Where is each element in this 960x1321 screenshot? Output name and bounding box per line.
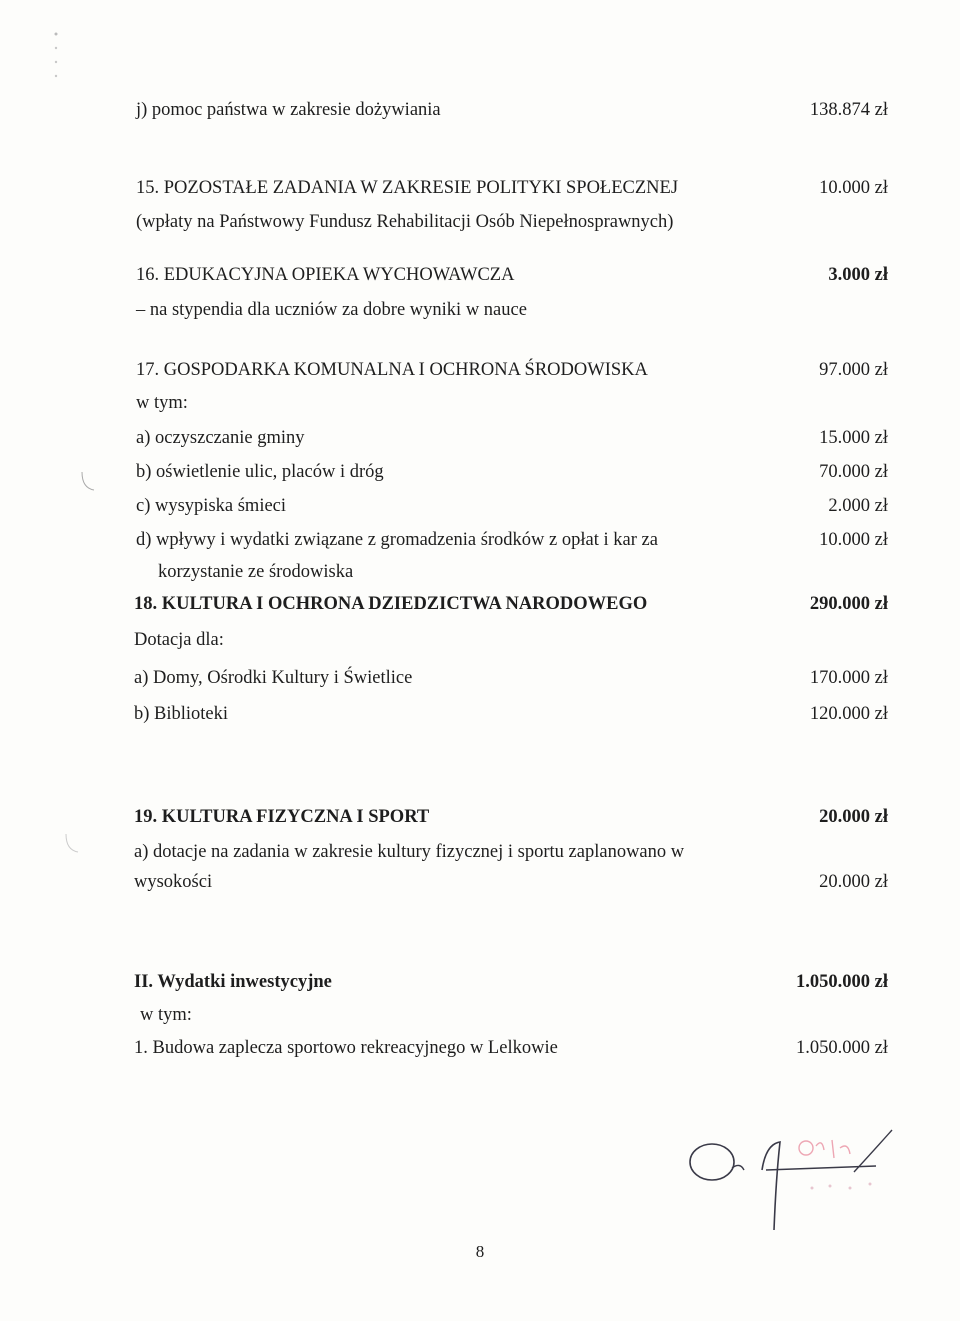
budget-row (0, 298, 960, 322)
section-amount: 290.000 zł (809, 594, 888, 614)
section-heading-row (0, 970, 960, 994)
budget-row (0, 702, 960, 726)
section-title: 15. POZOSTAŁE ZADANIA W ZAKRESIE POLITYKI SPOŁECZNEJ (136, 178, 679, 198)
budget-row (0, 560, 960, 584)
budget-row (0, 391, 960, 415)
row-label: a) Domy, Ośrodki Kultury i Świetlice (134, 668, 413, 688)
section-heading-row (0, 805, 960, 829)
section-amount: 3.000 zł (828, 265, 888, 285)
handwritten-signature (680, 1118, 910, 1258)
row-label: c) wysypiska śmieci (136, 496, 287, 516)
budget-row (0, 98, 960, 122)
section-amount: 20.000 zł (819, 807, 888, 827)
row-label: – na stypendia dla uczniów za dobre wyniki w nauce (136, 300, 527, 320)
row-label: w tym: (140, 1005, 192, 1025)
budget-row (0, 494, 960, 518)
section-title: II. Wydatki inwestycyjne (134, 972, 332, 992)
row-label: j) pomoc państwa w zakresie dożywiania (136, 100, 441, 120)
row-amount: 170.000 zł (809, 668, 888, 688)
row-label: b) oświetlenie ulic, placów i dróg (136, 462, 384, 482)
section-heading-row (0, 592, 960, 616)
section-amount: 97.000 zł (819, 360, 888, 380)
budget-row (0, 840, 960, 864)
row-label: w tym: (136, 393, 188, 413)
budget-row (0, 666, 960, 690)
row-amount: 2.000 zł (828, 496, 888, 516)
row-label: korzystanie ze środowiska (158, 562, 354, 582)
section-amount: 10.000 zł (819, 178, 888, 198)
row-amount: 70.000 zł (819, 462, 888, 482)
budget-row (0, 628, 960, 652)
budget-row (0, 426, 960, 450)
row-label: a) oczyszczanie gminy (136, 428, 305, 448)
row-amount: 120.000 zł (809, 704, 888, 724)
row-amount: 15.000 zł (819, 428, 888, 448)
row-amount: 10.000 zł (819, 530, 888, 550)
section-title: 18. KULTURA I OCHRONA DZIEDZICTWA NARODOWEGO (134, 594, 648, 614)
budget-row (0, 1003, 960, 1027)
budget-row (0, 1036, 960, 1060)
budget-row (0, 870, 960, 894)
section-heading-row (0, 176, 960, 200)
scan-mark-left-margin (52, 30, 60, 90)
page-number: 8 (475, 1242, 485, 1261)
row-label: Dotacja dla: (134, 630, 224, 650)
row-label: 1. Budowa zaplecza sportowo rekreacyjnego w Lelkowie (134, 1038, 558, 1058)
row-label: d) wpływy i wydatki związane z gromadzenia środków z opłat i kar za (136, 530, 658, 550)
row-label: b) Biblioteki (134, 704, 229, 724)
section-title: 16. EDUKACYJNA OPIEKA WYCHOWAWCZA (136, 265, 515, 285)
budget-row (0, 528, 960, 552)
section-title: 17. GOSPODARKA KOMUNALNA I OCHRONA ŚRODOWISKA (136, 360, 648, 380)
section-heading-row (0, 358, 960, 382)
row-amount: 138.874 zł (809, 100, 888, 120)
section-title: 19. KULTURA FIZYCZNA I SPORT (134, 807, 430, 827)
row-label: a) dotacje na zadania w zakresie kultury fizycznej i sportu zaplanowano w (134, 842, 685, 862)
section-heading-row (0, 263, 960, 287)
budget-row (0, 210, 960, 234)
row-amount: 20.000 zł (819, 872, 888, 892)
row-amount: 1.050.000 zł (796, 1038, 888, 1058)
budget-row (0, 460, 960, 484)
section-amount: 1.050.000 zł (796, 972, 888, 992)
row-label: wysokości (134, 872, 213, 892)
row-label: (wpłaty na Państwowy Fundusz Rehabilitacji Osób Niepełnosprawnych) (136, 212, 674, 232)
